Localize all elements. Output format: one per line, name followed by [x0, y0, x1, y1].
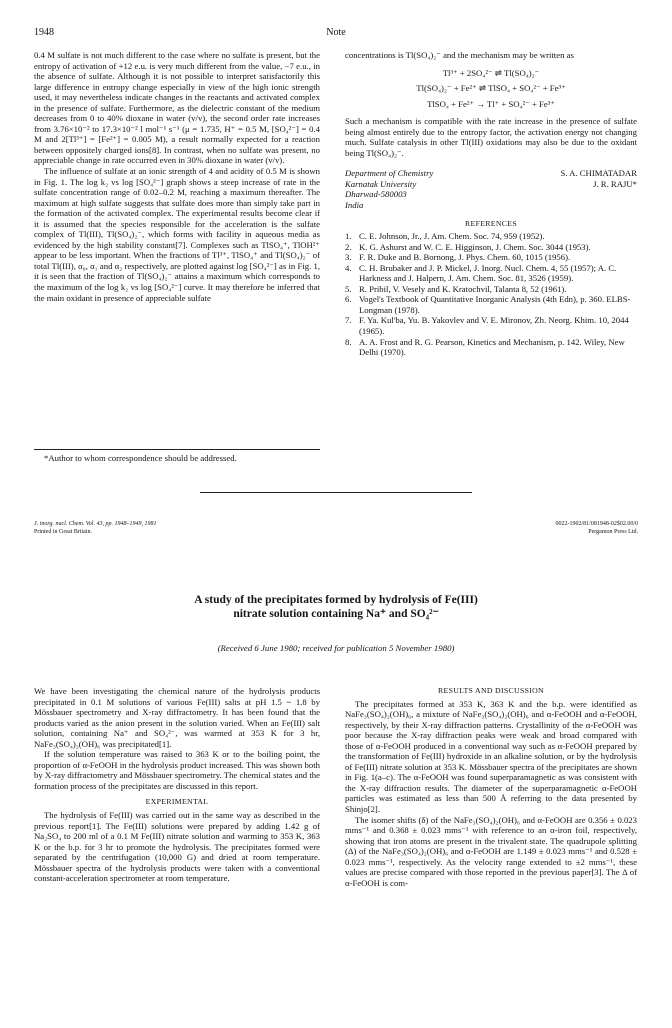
received-dates: (Received 6 June 1980; received for publication 5 November 1980): [217, 643, 455, 653]
article-left-column: [34, 686, 320, 884]
author-name: S. A. CHIMATADAR: [560, 168, 637, 179]
equation: TlSO₄ + Fe²⁺ → Tl⁺ + SO₄²⁻ + Fe³⁺: [427, 98, 555, 109]
journal-citation: J. inorg. nucl. Chem. Vol. 43, pp. 1948–1949, 1981 Printed in Great Britain.: [34, 521, 157, 535]
article-title: A study of the precipitates formed by hydrolysis of Fe(III) nitrate solution containing Na⁺ and SO₄²⁻: [194, 594, 478, 620]
equation: Tl(SO₄)₂⁻ + Fe²⁺ ⇌ TlSO₄ + SO₄²⁻ + Fe³⁺: [416, 83, 566, 94]
results-paragraph: The precipitates formed at 353 K, 363 K and the b.p. were identified as NaFe₃(SO₄)₂(OH)₆, a mixture of NaFe₃(SO₄)₂(OH)₆ and α-FeOOH and α-FeOOH, respectively, by their X-ray diffraction patterns. Crystallinity of the α-FeOOH was poor because the X-ray diffraction peaks were weak and broad compared with those of α-FeOOH produced in a conventional way such as α-FeOOH prepared by the transformation of Fe(III) hydroxide in an alkaline solution, or by the hydrolysis of Fe(III) nitrate solution at 353 K. Mössbauer spectra of the precipitates are shown in Fig. 1(a–c). The α-FeOOH was found superparamagnetic as was consistent with the X-ray diffraction results. The diameter of the superparamagnetic α-FeOOH particles was estimated as less than 500 Å referring to the data presented by Shinjo[2].: [345, 698, 637, 815]
note-paragraph: 0.4 M sulfate is not much different to the case where no sulfate is present, but the entropy of activation of +12 e.u. is very much different from the value, −7 e.u., in the absence of sulfate. Although it is not possible to interpret satisfactorily this large difference in entropy change especially in view of the high ionic strength used, it may nevertheless indicate changes in the reactants and activated complex in the presence of sulfate. Furthermore, as the dielectric constant of the medium decreases from 0 to 40% dioxane in water (v/v), the second order rate increases from 3.76×10⁻² to 17.3×10⁻² l mol⁻¹ s⁻¹ (μ = 1.735, H⁺ = 0.5 M, [SO₄²⁻] = 0.4 M and 2[Tl³⁺] = [Fe²⁺] = 0.005 M), a result normally expected for a reaction between oppositely charged ions[8]. In contrast, when no sulfate was present, no appreciable change in rate occurred even in 30% dioxane in water (v/v).: [34, 50, 320, 166]
intro-paragraph: We have been investigating the chemical nature of the hydrolysis products precipitated in 0.1 M solutions of various Fe(III) salts at pH 1.5 ~ 1.8 by Mössbauer spectrometry and X-ray diffractometry. It has been found that the products varied as the anion present in the solution varied. When an Fe(III) salt solution, containing Na⁺ and SO₄²⁻, was warmed at 353 K for 3 hr, NaFe₃(SO₄)₂(OH)₆ was precipitated[1].: [34, 686, 320, 749]
intro-paragraph: If the solution temperature was raised to 363 K or to the boiling point, the proportion of α-FeOOH in the hydrolysis product increased. This was shown both by X-ray diffractometry and Mössbauer spectrometry. The chemical states and the formation process of the precipitates are discussed in this report.: [34, 749, 320, 791]
reference-item: 8. A. A. Frost and R. G. Pearson, Kinetics and Mechanism, p. 142. Wiley, New Delhi (1970).: [345, 336, 625, 358]
note-paragraph: The influence of sulfate at an ionic strength of 4 and acidity of 0.5 M is shown in Fig. 1. The log k₂ vs log [SO₄²⁻] graph shows a steep increase of rate in the sulfate concentration range of 0.02–0.2 M, reaching a maximum thereafter. The maximum at high sulfate suggests that sulfate does more than simply take part in the formation of the activated complex. The experimental results become clear if it is assumed that the species responsible for the acceleration is the sulfate complex of Tl(III), Tl(SO₄)₂⁻, which forms with facility in aqueous media as evidenced by the high stability constant[7]. Complexes such as TlSO₄⁺, TlOH²⁺ appear to be less important. When the fractions of Tl³⁺, TlSO₄⁺ and Tl(SO₄)₂⁻ of total Tl(III), α₀, α₁ and α₂ respectively, are plotted against log [SO₄²⁻] as in Fig. 1, it is seen that the fraction of Tl(SO₄)₂⁻ attains a maximum which corresponds to the maximum of the log k₂ vs log [SO₄²⁻] curve. It may therefore be inferred that the main oxidant in presence of appreciable sulfate: [34, 166, 320, 303]
country: India: [345, 200, 364, 211]
page-number: 1948: [34, 27, 54, 38]
reference-item: 2. K. G. Ashurst and W. C. E. Higginson, J. Chem. Soc. 3044 (1953).: [345, 241, 591, 252]
author-name: J. R. RAJU*: [593, 178, 637, 189]
note-paragraph: concentrations is Tl(SO₄)₂⁻ and the mechanism may be written as: [345, 50, 574, 60]
reference-item: 4. C. H. Brubaker and J. P. Mickel, J. Inorg. Nucl. Chem. 4, 55 (1957); A. C. Harkness and J. Halpern, J. Am. Chem. Soc. 81, 3526 (1959).: [345, 262, 617, 284]
section-divider: [200, 492, 472, 493]
results-heading: RESULTS AND DISCUSSION: [438, 686, 544, 695]
reference-item: 5. R. Pribil, V. Vesely and K. Kratochvil, Talanta 8, 52 (1961).: [345, 283, 567, 294]
note-paragraph: Such a mechanism is compatible with the rate increase in the presence of sulfate being almost entirely due to the entropy factor, the activation energy not changing much. Sulfate catalysis in other Tl(III) oxidations may also be due to the oxidant being Tl(SO₄)₂⁻.: [345, 116, 637, 158]
footnote-divider: [34, 449, 320, 450]
department: Department of Chemistry: [345, 168, 434, 179]
references-heading: REFERENCES: [465, 218, 517, 228]
reference-item: 6. Vogel's Textbook of Quantitative Inorganic Analysis (4th Edn), p. 360. ELBS-Longman (1978).: [345, 294, 631, 315]
affiliation-block: [345, 168, 637, 179]
experimental-heading: EXPERIMENTAL: [145, 797, 209, 807]
experimental-paragraph: The hydrolysis of Fe(III) was carried out in the same way as described in the previous report[1]. The Fe(III) solutions were prepared by adding 1.42 g of Na₂SO₄ to 200 ml of a 0.1 M Fe(III) nitrate solution and warming to 353 K, 363 K or the b.p. for 3 hr to promote the hydrolysis. The precipitates formed were separated by the centrifugation (10,000 G) and dried at room temperature. Mössbauer spectra of the hydrolysis products were taken with a conventional constant-acceleration spectrometer at room temperature.: [34, 810, 320, 884]
reference-item: 7. F. Ya. Kul'ba, Yu. B. Yakovlev and V. E. Mironov, Zh. Neorg. Khim. 10, 2044 (1965).: [345, 315, 629, 337]
city: Dharwad-580003: [345, 189, 407, 200]
results-paragraph: The isomer shifts (δ) of the NaFe₃(SO₄)₂(OH)₆ and α-FeOOH are 0.356 ± 0.023 mms⁻¹ and 0.368 ± 0.023 mms⁻¹ with reference to an α-iron foil, respectively, showing that iron atoms are present in the trivalent state. The quadrupole splitting (Δ) of the NaFe₃(SO₄)₂(OH)₆ and α-FeOOH are 1.149 ± 0.023 mms⁻¹ and 0.528 ± 0.023 mms⁻¹, respectively. As the velocity range extended to ±2 mms⁻¹, these values are precise compared with those reported in the previous paper[3]. The Δ of α-FeOOH is com-: [345, 814, 637, 888]
article-right-column: [345, 686, 637, 888]
publisher-info: 0022-1902/81/081948-02$02.00/0 Pergamon Press Ltd.: [555, 521, 638, 535]
reference-item: 1. C. E. Johnson, Jr., J. Am. Chem. Soc. 74, 959 (1952).: [345, 231, 545, 242]
footnote: *Author to whom correspondence should be addressed.: [44, 453, 237, 463]
running-title: Note: [326, 27, 346, 38]
note-right-column: [345, 50, 637, 358]
note-left-column: [34, 50, 320, 303]
university: Karnatak University: [345, 178, 417, 189]
equation: Tl³⁺ + 2SO₄²⁻ ⇌ Tl(SO₄)₂⁻: [442, 67, 540, 78]
reference-item: 3. F. R. Duke and B. Bornong, J. Phys. Chem. 60, 1015 (1956).: [345, 252, 571, 263]
reference-list: [345, 231, 637, 358]
